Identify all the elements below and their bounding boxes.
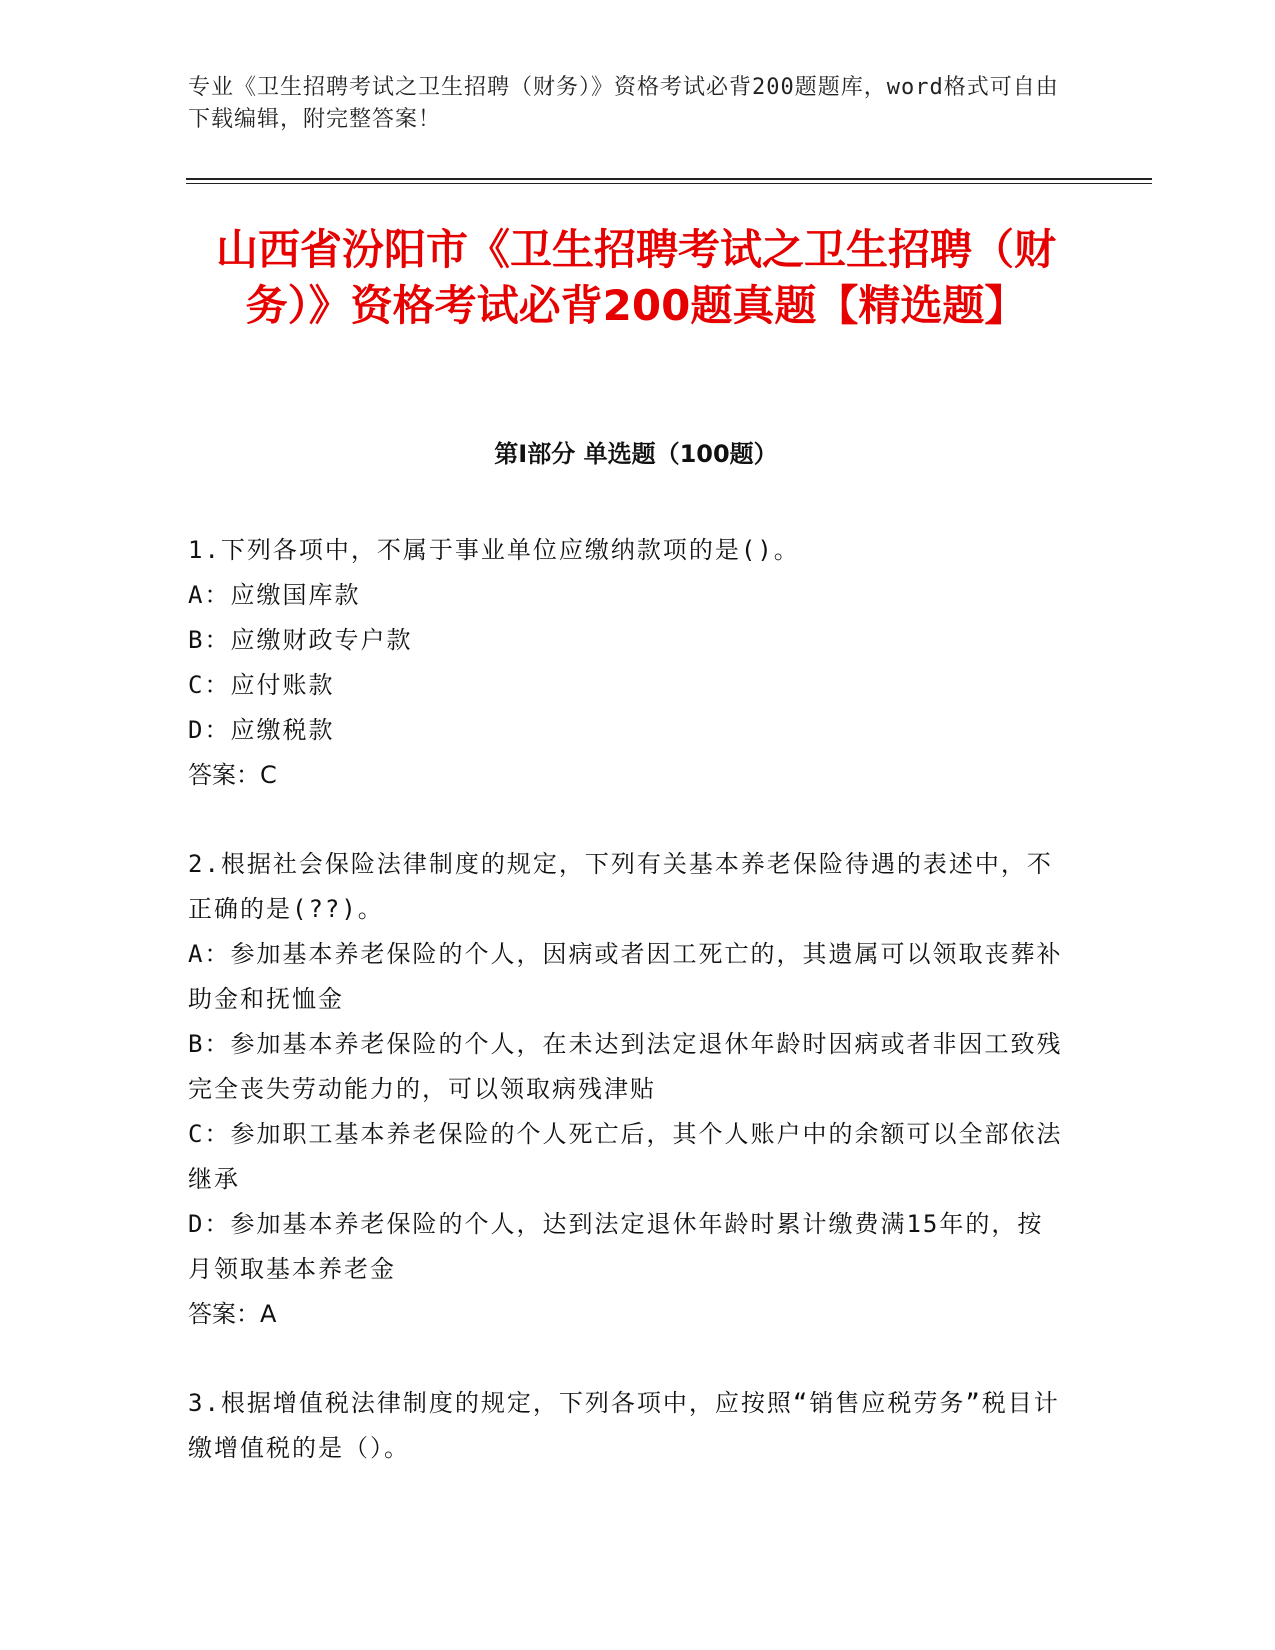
document-title: 山西省汾阳市《卫生招聘考试之卫生招聘（财务）》资格考试必背200题真题【精选题】 xyxy=(215,225,1056,330)
question-2 xyxy=(188,842,1068,1337)
header-note: 专业《卫生招聘考试之卫生招聘（财务）》资格考试必背200题题库，word格式可自由下载编辑，附完整答案！ xyxy=(188,75,1059,132)
option-b: B：参加基本养老保险的个人，在未达到法定退休年龄时因病或者非因工致残完全丧失劳动能力的，可以领取病残津贴 xyxy=(188,1030,1063,1103)
option-a: A：应缴国库款 xyxy=(188,581,361,609)
option-a: A：参加基本养老保险的个人，因病或者因工死亡的，其遗属可以领取丧葬补助金和抚恤金 xyxy=(188,940,1063,1013)
header-divider xyxy=(186,178,1152,180)
question-stem: 3.根据增值税法律制度的规定，下列各项中，应按照“销售应税劳务”税目计缴增值税的是（）。 xyxy=(188,1389,1060,1462)
question-3 xyxy=(188,1381,1068,1471)
header-divider-thin xyxy=(186,183,1152,184)
question-list xyxy=(188,528,1068,1515)
answer: 答案：C xyxy=(188,761,277,789)
option-c: C：参加职工基本养老保险的个人死亡后，其个人账户中的余额可以全部依法继承 xyxy=(188,1120,1063,1193)
answer: 答案：A xyxy=(188,1300,277,1328)
question-stem: 2.根据社会保险法律制度的规定，下列有关基本养老保险待遇的表述中，不正确的是(??)。 xyxy=(188,850,1053,923)
question-stem: 1.下列各项中，不属于事业单位应缴纳款项的是()。 xyxy=(188,536,800,564)
option-c: C：应付账款 xyxy=(188,671,335,699)
option-d: D：参加基本养老保险的个人，达到法定退休年龄时累计缴费满15年的，按月领取基本养老金 xyxy=(188,1210,1044,1283)
section-heading: 第I部分 单选题（100题） xyxy=(494,440,778,468)
option-d: D：应缴税款 xyxy=(188,716,335,744)
option-b: B：应缴财政专户款 xyxy=(188,626,413,654)
question-1 xyxy=(188,528,1068,798)
